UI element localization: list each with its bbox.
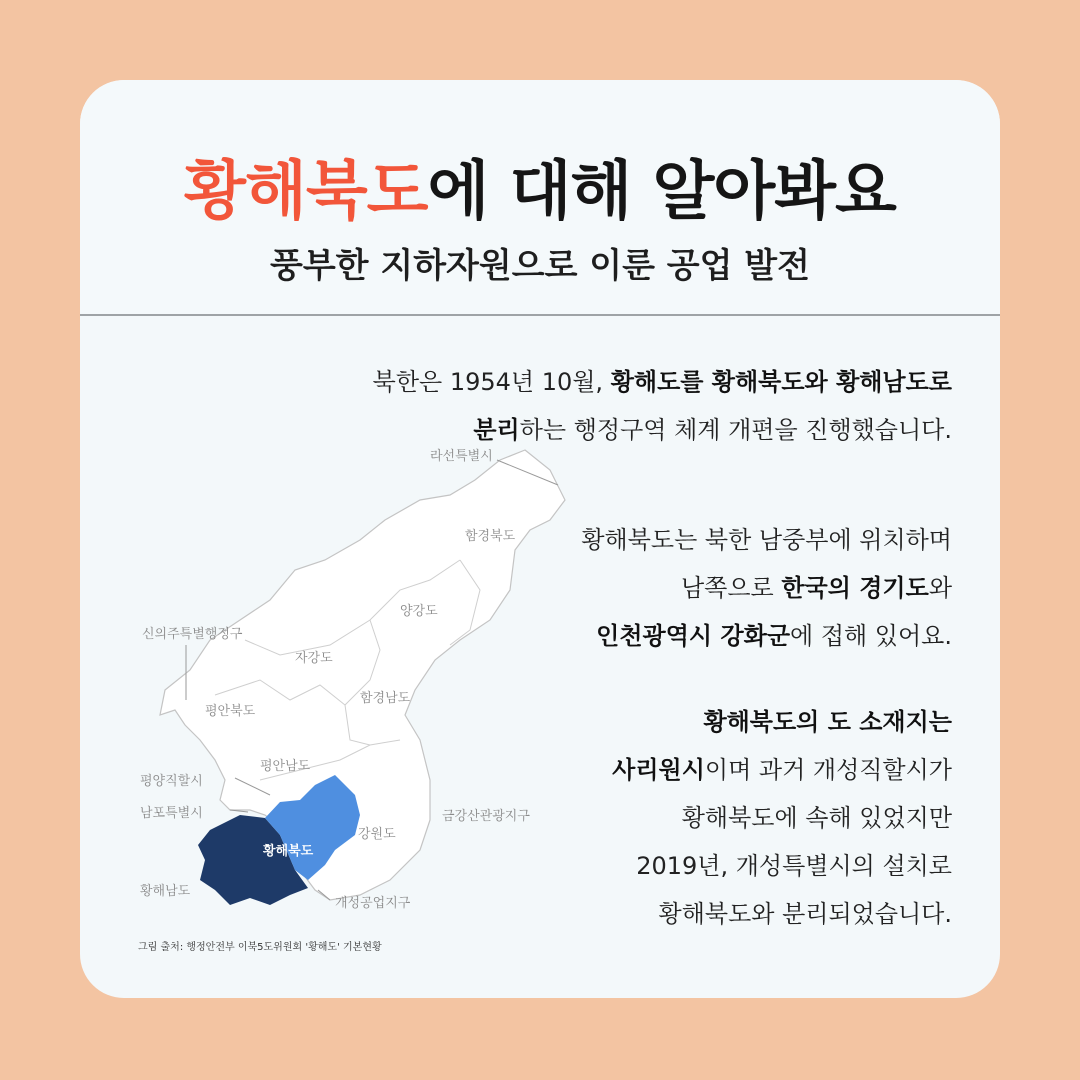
label-pyeonganbuk: 평안북도 [205,704,256,719]
p3-line1-bold: 황해북도의 도 소재지는 [703,708,952,736]
p2-line3-plain: 에 접해 있어요. [790,622,952,650]
p3-line1 [352,698,952,746]
label-rason: 라선특별시 [430,449,493,464]
header-divider [80,314,1000,316]
p1-line1 [352,358,952,406]
page-title [80,140,1000,232]
p1-line1-bold: 황해도를 황해북도와 황해남도로 [610,368,952,396]
label-hamgyeongnam: 함경남도 [360,691,411,706]
info-card [80,80,1000,998]
label-hwanghaenam: 황해남도 [140,884,191,899]
p1-line2 [352,406,952,454]
label-geumgangsan: 금강산관광지구 [442,809,530,824]
label-gangwon: 강원도 [358,827,396,842]
label-yanggang: 양강도 [400,604,438,619]
p3-line2-bold: 사리원시 [612,756,705,784]
p3-line2-plain: 이며 과거 개성직할시가 [704,756,952,784]
p1-line2-plain: 하는 행정구역 체계 개편을 진행했습니다. [519,416,952,444]
label-hamgyeongbuk: 함경북도 [465,529,516,544]
paragraph-location [352,516,952,660]
image-source-caption: 그림 출처: 행정안전부 이북5도위원회 '황해도' 기본현황 [138,942,382,953]
label-pyongyang: 평양직할시 [140,774,203,789]
p3-line2 [352,746,952,794]
paragraph-history [352,358,952,454]
p2-line3 [352,612,952,660]
p2-line2 [352,564,952,612]
label-gaeseong: 개성공업지구 [335,896,411,911]
p2-line3-bold: 인천광역시 강화군 [596,622,790,650]
label-jagang: 자강도 [295,651,333,666]
title-rest: 에 대해 알아봐요 [427,155,896,229]
p2-line2-end: 와 [928,574,952,602]
p3-line5: 황해북도와 분리되었습니다. [658,900,952,928]
label-nampo: 남포특별시 [140,806,203,821]
label-sinuiju: 신의주특별행정구 [142,627,243,642]
title-accent: 황해북도 [184,155,428,229]
paragraph-capital [352,698,952,938]
p2-line1: 황해북도는 북한 남중부에 위치하며 [581,526,952,554]
p1-line1-plain: 북한은 1954년 10월, [372,368,611,396]
label-hwanghaebuk: 황해북도 [263,844,314,859]
page-subtitle: 풍부한 지하자원으로 이룬 공업 발전 [269,246,810,286]
p2-line2-bold: 한국의 경기도 [781,574,929,602]
label-pyeongannam: 평안남도 [260,759,311,774]
p2-line2-plain: 남쪽으로 [680,574,782,602]
p3-line4: 2019년, 개성특별시의 설치로 [636,852,952,880]
p1-line2-bold: 분리 [473,416,520,444]
p3-line3: 황해북도에 속해 있었지만 [681,804,952,832]
